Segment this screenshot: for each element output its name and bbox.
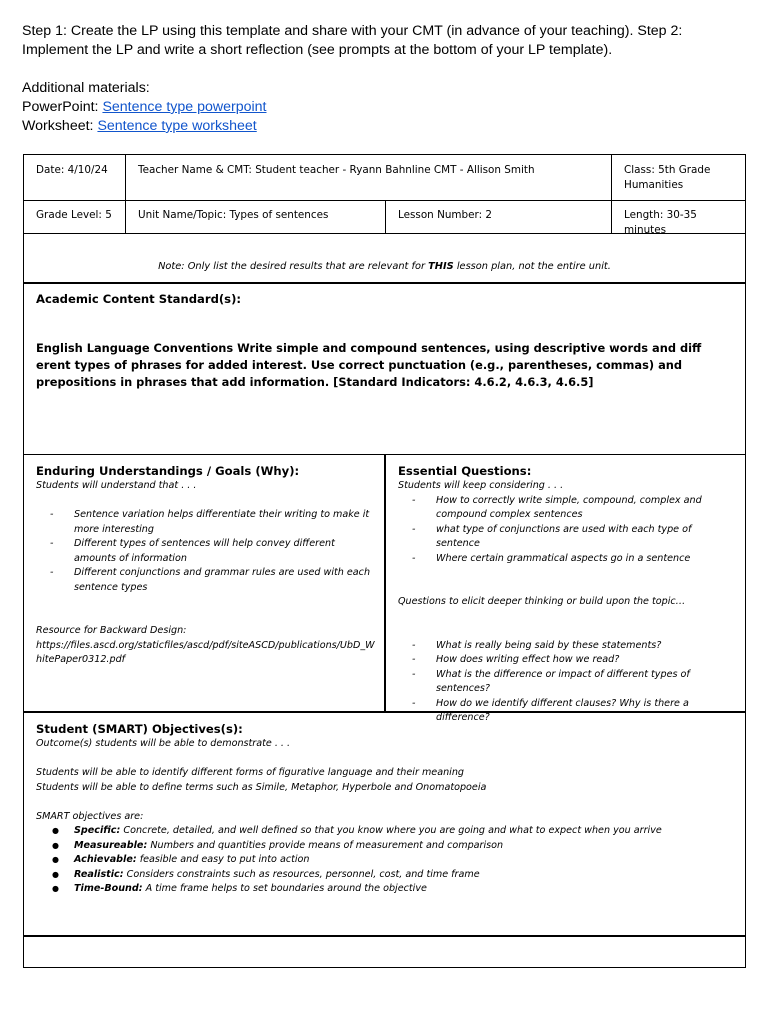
date-cell: Date: 4/10/24 <box>36 164 108 176</box>
note-after: lesson plan, not the entire unit. <box>453 261 611 272</box>
list-item <box>36 839 737 854</box>
powerpoint-line <box>22 98 752 117</box>
smart-desc: A time frame helps to set boundaries around the objective <box>142 883 427 894</box>
understandings-heading: Enduring Understandings / Goals (Why): <box>36 464 300 478</box>
objectives-cell <box>24 713 745 935</box>
note-row <box>24 233 745 282</box>
list-item: - Different types of sentences will help convey different amounts of information <box>36 537 375 566</box>
list-item: - Different conjunctions and grammar rules are used with each sentence types <box>36 566 375 595</box>
questions-cell <box>384 455 745 723</box>
objectives-intro: Outcome(s) students will be able to demonstrate . . . <box>36 738 291 749</box>
smart-desc: Concrete, detailed, and well defined so that you know where you are going and what to expect when you arrive <box>120 825 662 836</box>
list-item <box>36 853 737 868</box>
list-item: - How does writing effect how we read? <box>398 653 737 668</box>
questions-list <box>398 494 737 567</box>
questions-intro: Students will keep considering . . . <box>398 480 564 491</box>
list-item: - what type of conjunctions are used with each type of sentence <box>398 523 737 552</box>
list-item: - What is really being said by these statements? <box>398 639 737 654</box>
smart-term: Measureable: <box>74 839 148 851</box>
smart-list <box>36 824 737 897</box>
smart-intro: SMART objectives are: <box>36 810 144 822</box>
step-instructions: Step 1: Create the LP using this template and share with your CMT (in advance of your teaching). Step 2: Implement the LP and write a short reflection (see prompts at the bottom of your LP template). <box>22 23 683 58</box>
powerpoint-label: PowerPoint: <box>22 99 103 115</box>
objective-line-2: Students will be able to define terms such as Simile, Metaphor, Hyperbole and Onomatopoeia <box>36 781 487 793</box>
list-item: - What is the difference or impact of different types of sentences? <box>398 668 737 697</box>
smart-desc: Numbers and quantities provide means of measurement and comparison <box>147 839 504 851</box>
objective-line-1: Students will be able to identify different forms of figurative language and their meaning <box>36 767 464 778</box>
list-item: - How do we identify different clauses? Why is there a difference? <box>398 697 737 726</box>
standards-heading: Academic Content Standard(s): <box>36 292 242 306</box>
list-item <box>36 882 737 897</box>
header-row-1 <box>24 155 745 200</box>
smart-term: Time-Bound: <box>74 883 143 894</box>
worksheet-link[interactable]: Sentence type worksheet <box>97 118 257 134</box>
list-item: - Where certain grammatical aspects go in a sentence <box>398 552 737 567</box>
header-row-2 <box>24 200 745 236</box>
powerpoint-link[interactable]: Sentence type powerpoint <box>102 99 267 115</box>
smart-desc: feasible and easy to put into action <box>136 854 310 865</box>
smart-term: Achievable: <box>74 854 137 865</box>
grade-cell: Grade Level: 5 <box>36 209 112 221</box>
unit-cell: Unit Name/Topic: Types of sentences <box>125 201 385 233</box>
materials-heading: Additional materials: <box>22 80 150 96</box>
list-item <box>36 824 737 839</box>
empty-row <box>24 935 745 967</box>
note-before: Note: Only list the desired results that are relevant for <box>158 261 429 272</box>
objectives-row <box>24 711 745 935</box>
worksheet-line <box>22 117 752 136</box>
worksheet-label: Worksheet: <box>22 118 98 134</box>
standards-cell <box>24 284 745 454</box>
understandings-intro: Students will understand that . . . <box>36 480 197 491</box>
instructions <box>22 22 752 136</box>
lesson-plan-table <box>23 154 746 968</box>
questions-heading: Essential Questions: <box>398 464 532 478</box>
understandings-list <box>36 508 375 595</box>
list-item <box>36 868 737 883</box>
smart-term: Realistic: <box>74 868 124 880</box>
resource-url: https://files.ascd.org/staticfiles/ascd/pdf/siteASCD/publications/UbD_WhitePaper0312.pdf <box>36 639 375 665</box>
list-item: - How to correctly write simple, compound, complex and compound complex sentences <box>398 494 737 523</box>
smart-term: Specific: <box>74 825 121 836</box>
list-item: - Sentence variation helps differentiate their writing to make it more interesting <box>36 508 375 537</box>
objectives-heading: Student (SMART) Objectives(s): <box>36 722 243 736</box>
smart-desc: Considers constraints such as resources, personnel, cost, and time frame <box>123 868 480 880</box>
teacher-cell: Teacher Name & CMT: Student teacher - Ryann Bahnline CMT - Allison Smith <box>125 155 611 200</box>
goals-row <box>24 454 745 723</box>
deeper-questions-intro: Questions to elicit deeper thinking or build upon the topic… <box>398 596 686 607</box>
lesson-number-cell: Lesson Number: 2 <box>385 201 611 233</box>
resource-label: Resource for Backward Design: <box>36 625 187 636</box>
standards-body: English Language Conventions Write simple and compound sentences, using descriptive words and diff erent types of phrases for added interest. Use correct punctuation (e.g., parentheses, commas) and prepositions in phrases that add information. [Standard Indicators: 4.6.2, 4.6.3, 4.6.5] <box>36 341 702 389</box>
note-emphasis: THIS <box>428 261 454 272</box>
standards-row <box>24 282 745 454</box>
understandings-cell <box>24 455 385 711</box>
length-cell: Length: 30-35 minutes <box>611 201 745 233</box>
note-text <box>24 234 745 282</box>
class-cell: Class: 5th Grade Humanities <box>611 155 745 200</box>
